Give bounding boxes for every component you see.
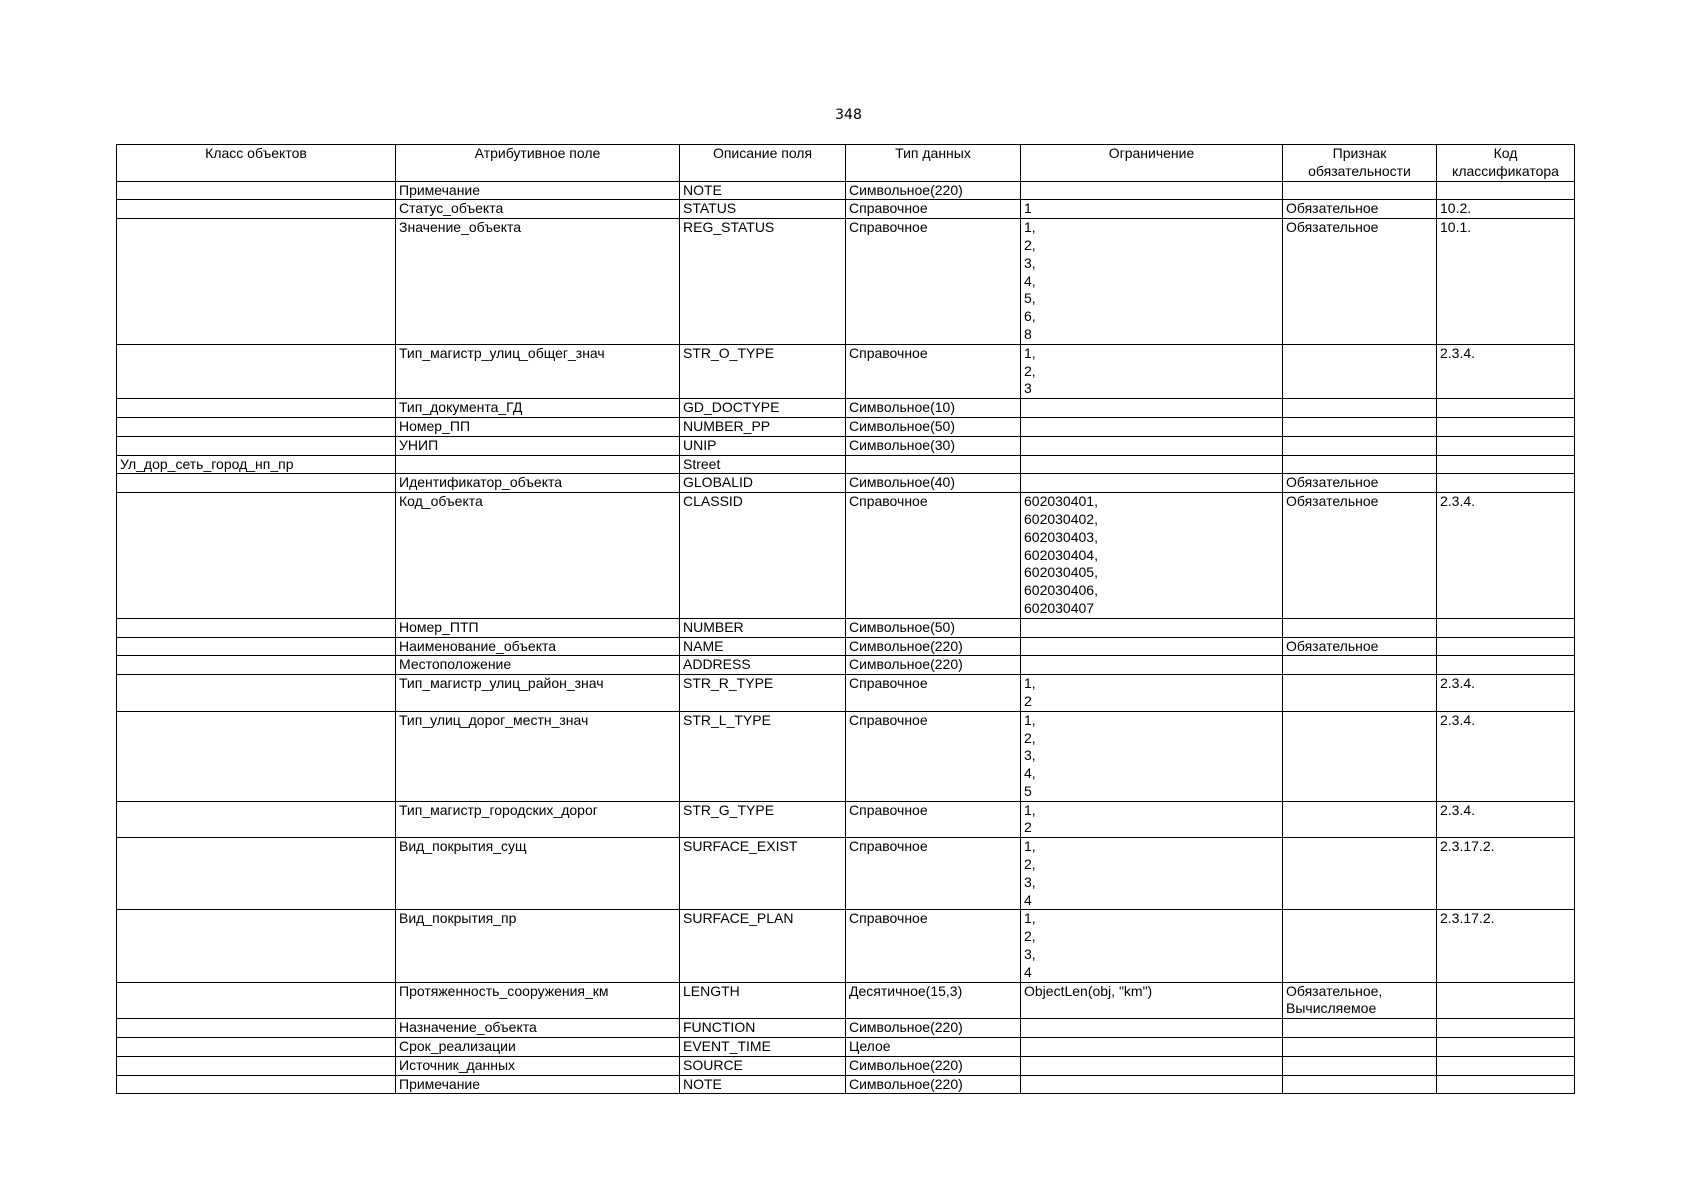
constraint-cell bbox=[1021, 474, 1283, 493]
object-class-cell bbox=[117, 474, 396, 493]
table-body bbox=[117, 181, 1575, 1094]
data-type-cell: Символьное(50) bbox=[846, 618, 1021, 637]
mandatory-flag-cell: Обязательное bbox=[1283, 637, 1437, 656]
field-description-cell: ADDRESS bbox=[680, 656, 846, 675]
table-row bbox=[117, 838, 1575, 910]
object-class-cell bbox=[117, 1075, 396, 1094]
constraint-cell: 1, 2 bbox=[1021, 675, 1283, 712]
classifier-code-cell bbox=[1437, 399, 1575, 418]
data-type-cell: Справочное bbox=[846, 219, 1021, 345]
field-description-cell: LENGTH bbox=[680, 982, 846, 1019]
data-type-cell: Символьное(220) bbox=[846, 1075, 1021, 1094]
object-class-cell bbox=[117, 838, 396, 910]
classifier-code-cell bbox=[1437, 1075, 1575, 1094]
constraint-cell bbox=[1021, 1038, 1283, 1057]
data-type-cell: Справочное bbox=[846, 675, 1021, 712]
mandatory-flag-cell bbox=[1283, 1038, 1437, 1057]
attribute-field-cell: Тип_магистр_улиц_общег_знач bbox=[396, 344, 680, 398]
data-type-cell: Символьное(40) bbox=[846, 474, 1021, 493]
classifier-code-cell bbox=[1437, 637, 1575, 656]
data-type-cell: Символьное(220) bbox=[846, 1019, 1021, 1038]
constraint-cell: 1, 2, 3, 4, 5 bbox=[1021, 711, 1283, 801]
data-type-cell: Символьное(220) bbox=[846, 656, 1021, 675]
header-constraint: Ограничение bbox=[1021, 145, 1283, 182]
attribute-table bbox=[116, 144, 1575, 1094]
data-type-cell: Справочное bbox=[846, 801, 1021, 838]
mandatory-flag-cell: Обязательное bbox=[1283, 219, 1437, 345]
constraint-cell: 1 bbox=[1021, 200, 1283, 219]
field-description-cell: STR_O_TYPE bbox=[680, 344, 846, 398]
field-description-cell: STR_L_TYPE bbox=[680, 711, 846, 801]
object-class-cell bbox=[117, 436, 396, 455]
field-description-cell: NUMBER bbox=[680, 618, 846, 637]
table-row bbox=[117, 436, 1575, 455]
attribute-field-cell: Идентификатор_объекта bbox=[396, 474, 680, 493]
constraint-cell: 1, 2, 3, 4, 5, 6, 8 bbox=[1021, 219, 1283, 345]
mandatory-flag-cell: Обязательное bbox=[1283, 474, 1437, 493]
data-type-cell: Справочное bbox=[846, 344, 1021, 398]
object-class-cell bbox=[117, 399, 396, 418]
header-field-description: Описание поля bbox=[680, 145, 846, 182]
field-description-cell: SURFACE_PLAN bbox=[680, 910, 846, 982]
table-row bbox=[117, 656, 1575, 675]
object-class-cell bbox=[117, 1038, 396, 1057]
constraint-cell bbox=[1021, 1019, 1283, 1038]
field-description-cell: SURFACE_EXIST bbox=[680, 838, 846, 910]
attribute-field-cell: УНИП bbox=[396, 436, 680, 455]
table-row bbox=[117, 344, 1575, 398]
mandatory-flag-cell bbox=[1283, 838, 1437, 910]
attribute-field-cell: Статус_объекта bbox=[396, 200, 680, 219]
object-class-cell bbox=[117, 1056, 396, 1075]
data-type-cell: Символьное(10) bbox=[846, 399, 1021, 418]
object-class-cell bbox=[117, 200, 396, 219]
mandatory-flag-cell bbox=[1283, 910, 1437, 982]
table-row bbox=[117, 474, 1575, 493]
field-description-cell: CLASSID bbox=[680, 493, 846, 619]
mandatory-flag-cell: Обязательное bbox=[1283, 493, 1437, 619]
field-description-cell: STR_R_TYPE bbox=[680, 675, 846, 712]
field-description-cell: EVENT_TIME bbox=[680, 1038, 846, 1057]
mandatory-flag-cell bbox=[1283, 436, 1437, 455]
attribute-field-cell bbox=[396, 455, 680, 474]
field-description-cell: REG_STATUS bbox=[680, 219, 846, 345]
classifier-code-cell: 2.3.4. bbox=[1437, 801, 1575, 838]
attribute-field-cell: Срок_реализации bbox=[396, 1038, 680, 1057]
constraint-cell bbox=[1021, 656, 1283, 675]
constraint-cell bbox=[1021, 417, 1283, 436]
table-row bbox=[117, 417, 1575, 436]
table-row bbox=[117, 200, 1575, 219]
attribute-field-cell: Протяженность_сооружения_км bbox=[396, 982, 680, 1019]
constraint-cell bbox=[1021, 1056, 1283, 1075]
mandatory-flag-cell: Обязательное bbox=[1283, 200, 1437, 219]
table-row bbox=[117, 1056, 1575, 1075]
constraint-cell: 602030401, 602030402, 602030403, 602030404, 602030405, 602030406, 602030407 bbox=[1021, 493, 1283, 619]
object-class-cell bbox=[117, 711, 396, 801]
constraint-cell: 1, 2, 3 bbox=[1021, 344, 1283, 398]
classifier-code-cell: 2.3.4. bbox=[1437, 675, 1575, 712]
classifier-code-cell bbox=[1437, 1056, 1575, 1075]
data-type-cell: Справочное bbox=[846, 711, 1021, 801]
table-row bbox=[117, 637, 1575, 656]
object-class-cell bbox=[117, 1019, 396, 1038]
attribute-field-cell: Номер_ПП bbox=[396, 417, 680, 436]
classifier-code-cell bbox=[1437, 455, 1575, 474]
data-type-cell: Символьное(50) bbox=[846, 417, 1021, 436]
constraint-cell: 1, 2, 3, 4 bbox=[1021, 838, 1283, 910]
field-description-cell: NOTE bbox=[680, 181, 846, 200]
header-object-class: Класс объектов bbox=[117, 145, 396, 182]
constraint-cell bbox=[1021, 637, 1283, 656]
header-attribute-field: Атрибутивное поле bbox=[396, 145, 680, 182]
classifier-code-cell: 2.3.4. bbox=[1437, 344, 1575, 398]
mandatory-flag-cell bbox=[1283, 711, 1437, 801]
constraint-cell bbox=[1021, 618, 1283, 637]
attribute-field-cell: Тип_магистр_городских_дорог bbox=[396, 801, 680, 838]
table-header-row bbox=[117, 145, 1575, 182]
classifier-code-cell bbox=[1437, 618, 1575, 637]
constraint-cell: 1, 2, 3, 4 bbox=[1021, 910, 1283, 982]
data-type-cell: Символьное(220) bbox=[846, 181, 1021, 200]
table-row bbox=[117, 455, 1575, 474]
attribute-field-cell: Примечание bbox=[396, 1075, 680, 1094]
mandatory-flag-cell bbox=[1283, 801, 1437, 838]
constraint-cell bbox=[1021, 399, 1283, 418]
attribute-field-cell: Номер_ПТП bbox=[396, 618, 680, 637]
data-type-cell: Целое bbox=[846, 1038, 1021, 1057]
data-type-cell: Справочное bbox=[846, 838, 1021, 910]
field-description-cell: STATUS bbox=[680, 200, 846, 219]
constraint-cell bbox=[1021, 1075, 1283, 1094]
mandatory-flag-cell bbox=[1283, 1056, 1437, 1075]
classifier-code-cell bbox=[1437, 436, 1575, 455]
data-type-cell: Десятичное(15,3) bbox=[846, 982, 1021, 1019]
object-class-cell bbox=[117, 801, 396, 838]
attribute-field-cell: Вид_покрытия_пр bbox=[396, 910, 680, 982]
field-description-cell: GD_DOCTYPE bbox=[680, 399, 846, 418]
classifier-code-cell bbox=[1437, 474, 1575, 493]
attribute-field-cell: Примечание bbox=[396, 181, 680, 200]
table-row bbox=[117, 711, 1575, 801]
field-description-cell: UNIP bbox=[680, 436, 846, 455]
field-description-cell: NUMBER_PP bbox=[680, 417, 846, 436]
table-row bbox=[117, 801, 1575, 838]
mandatory-flag-cell bbox=[1283, 1019, 1437, 1038]
classifier-code-cell bbox=[1437, 1019, 1575, 1038]
page-number: 348 bbox=[835, 107, 862, 123]
attribute-field-cell: Наименование_объекта bbox=[396, 637, 680, 656]
table-row bbox=[117, 910, 1575, 982]
attribute-field-cell: Код_объекта bbox=[396, 493, 680, 619]
constraint-cell: 1, 2 bbox=[1021, 801, 1283, 838]
table-row bbox=[117, 181, 1575, 200]
data-type-cell bbox=[846, 455, 1021, 474]
attribute-field-cell: Местоположение bbox=[396, 656, 680, 675]
attribute-field-cell: Тип_улиц_дорог_местн_знач bbox=[396, 711, 680, 801]
classifier-code-cell: 10.1. bbox=[1437, 219, 1575, 345]
table-row bbox=[117, 1038, 1575, 1057]
field-description-cell: STR_G_TYPE bbox=[680, 801, 846, 838]
object-class-cell bbox=[117, 417, 396, 436]
classifier-code-cell bbox=[1437, 181, 1575, 200]
mandatory-flag-cell bbox=[1283, 417, 1437, 436]
table-row bbox=[117, 1075, 1575, 1094]
table-row bbox=[117, 1019, 1575, 1038]
classifier-code-cell: 2.3.17.2. bbox=[1437, 838, 1575, 910]
mandatory-flag-cell bbox=[1283, 656, 1437, 675]
table-row bbox=[117, 982, 1575, 1019]
header-data-type: Тип данных bbox=[846, 145, 1021, 182]
mandatory-flag-cell bbox=[1283, 399, 1437, 418]
table-row bbox=[117, 675, 1575, 712]
field-description-cell: Street bbox=[680, 455, 846, 474]
constraint-cell bbox=[1021, 436, 1283, 455]
object-class-cell bbox=[117, 982, 396, 1019]
data-type-cell: Справочное bbox=[846, 200, 1021, 219]
data-type-cell: Символьное(220) bbox=[846, 1056, 1021, 1075]
mandatory-flag-cell bbox=[1283, 344, 1437, 398]
mandatory-flag-cell bbox=[1283, 675, 1437, 712]
object-class-cell bbox=[117, 675, 396, 712]
classifier-code-cell: 10.2. bbox=[1437, 200, 1575, 219]
attribute-field-cell: Назначение_объекта bbox=[396, 1019, 680, 1038]
object-class-cell bbox=[117, 618, 396, 637]
header-mandatory-flag: Признак обязательности bbox=[1283, 145, 1437, 182]
mandatory-flag-cell: Обязательное, Вычисляемое bbox=[1283, 982, 1437, 1019]
constraint-cell bbox=[1021, 455, 1283, 474]
table-row bbox=[117, 399, 1575, 418]
field-description-cell: FUNCTION bbox=[680, 1019, 846, 1038]
table-row bbox=[117, 219, 1575, 345]
object-class-cell bbox=[117, 344, 396, 398]
attribute-field-cell: Тип_магистр_улиц_район_знач bbox=[396, 675, 680, 712]
data-type-cell: Символьное(30) bbox=[846, 436, 1021, 455]
attribute-field-cell: Вид_покрытия_сущ bbox=[396, 838, 680, 910]
data-type-cell: Справочное bbox=[846, 910, 1021, 982]
object-class-cell bbox=[117, 181, 396, 200]
object-class-cell bbox=[117, 910, 396, 982]
mandatory-flag-cell bbox=[1283, 455, 1437, 474]
classifier-code-cell bbox=[1437, 1038, 1575, 1057]
data-type-cell: Символьное(220) bbox=[846, 637, 1021, 656]
mandatory-flag-cell bbox=[1283, 618, 1437, 637]
classifier-code-cell: 2.3.17.2. bbox=[1437, 910, 1575, 982]
classifier-code-cell bbox=[1437, 417, 1575, 436]
mandatory-flag-cell bbox=[1283, 181, 1437, 200]
classifier-code-cell: 2.3.4. bbox=[1437, 493, 1575, 619]
object-class-cell bbox=[117, 637, 396, 656]
object-class-cell bbox=[117, 493, 396, 619]
object-class-cell: Ул_дор_сеть_город_нп_пр bbox=[117, 455, 396, 474]
data-type-cell: Справочное bbox=[846, 493, 1021, 619]
field-description-cell: SOURCE bbox=[680, 1056, 846, 1075]
constraint-cell: ObjectLen(obj, "km") bbox=[1021, 982, 1283, 1019]
classifier-code-cell bbox=[1437, 656, 1575, 675]
object-class-cell bbox=[117, 219, 396, 345]
attribute-field-cell: Тип_документа_ГД bbox=[396, 399, 680, 418]
attribute-field-cell: Значение_объекта bbox=[396, 219, 680, 345]
field-description-cell: GLOBALID bbox=[680, 474, 846, 493]
field-description-cell: NOTE bbox=[680, 1075, 846, 1094]
header-classifier-code: Код классификатора bbox=[1437, 145, 1575, 182]
object-class-cell bbox=[117, 656, 396, 675]
attribute-field-cell: Источник_данных bbox=[396, 1056, 680, 1075]
classifier-code-cell bbox=[1437, 982, 1575, 1019]
table-row bbox=[117, 618, 1575, 637]
field-description-cell: NAME bbox=[680, 637, 846, 656]
constraint-cell bbox=[1021, 181, 1283, 200]
table-row bbox=[117, 493, 1575, 619]
classifier-code-cell: 2.3.4. bbox=[1437, 711, 1575, 801]
mandatory-flag-cell bbox=[1283, 1075, 1437, 1094]
